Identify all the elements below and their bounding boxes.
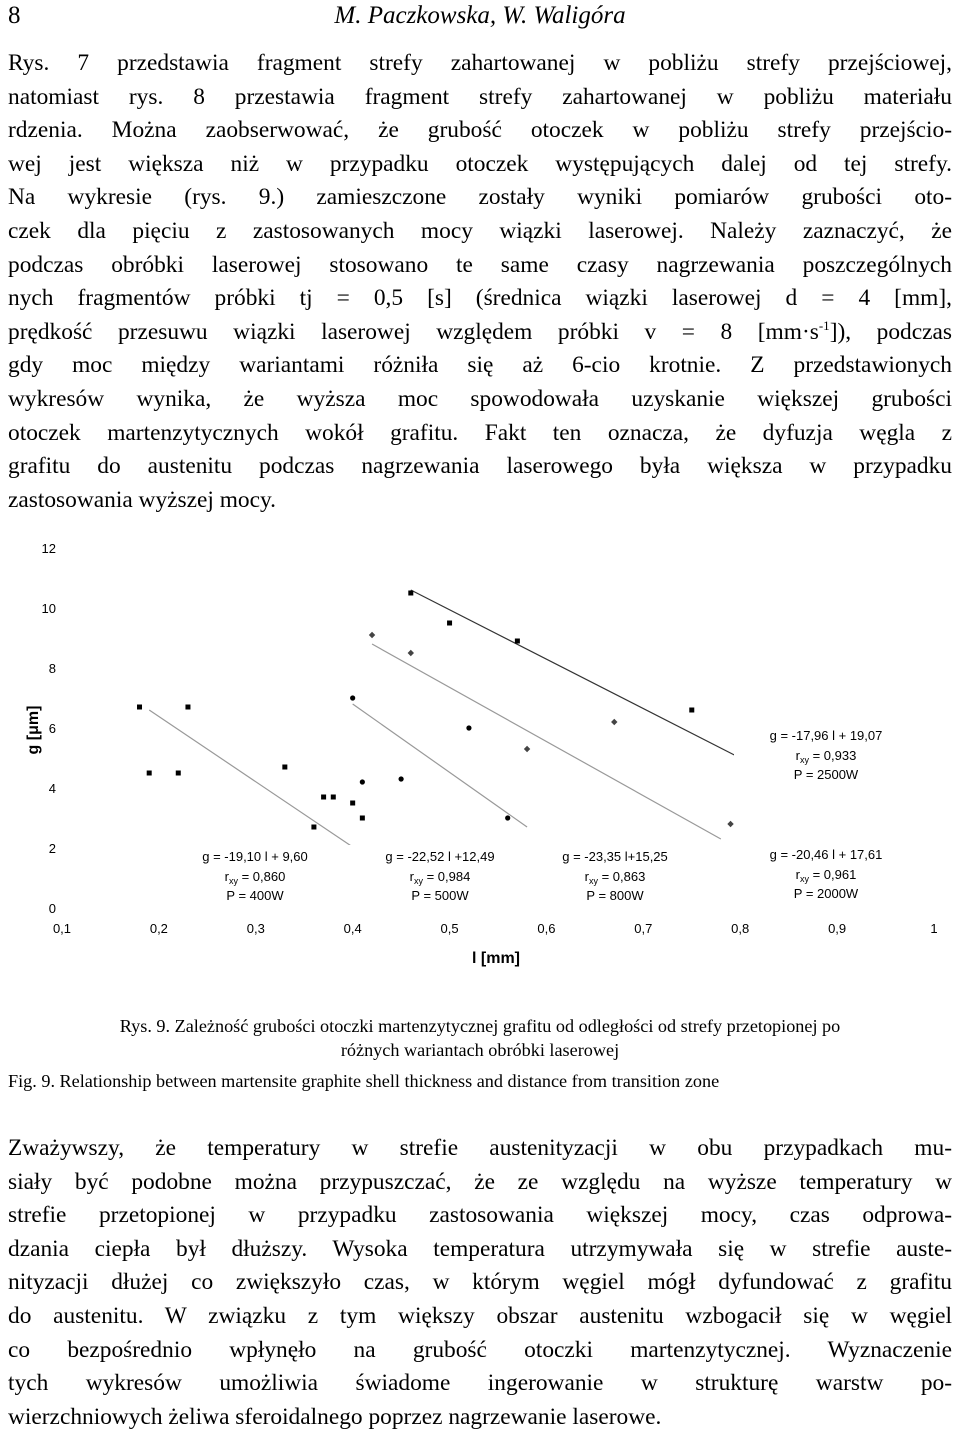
data-point [360,779,365,784]
text-line: co bezpośrednio wpłynęło na grubość otoczki martenzytycznej. Wyznaczenie [8,1336,952,1363]
x-axis-label: l [mm] [472,950,520,967]
caption-line: Rys. 9. Zależność grubości otoczki martenzytycznej grafitu od odległości od strefy przetopionej po [119,1016,841,1036]
text-line: tych wykresów umożliwia świadome ingerowanie w strukturę warstw po- [8,1370,952,1397]
data-point [689,708,694,713]
y-tick-label: 0 [48,901,56,916]
superscript: -1 [818,317,830,333]
caption-polish [8,1014,952,1062]
caption-english: Fig. 9. Relationship between martensite graphite shell thickness and distance from transition zone [8,1071,720,1091]
data-point [185,705,190,710]
page-header [8,2,952,32]
text-line: nityzacji dłużej co zwiększyło czas, w którym węgiel mógł dyfundować z grafitu [8,1269,952,1296]
data-point [282,765,287,770]
y-tick-label: 2 [48,841,56,856]
text-line: natomiast rys. 8 przestawia fragment strefy zahartowanej w pobliżu materiału [8,83,952,110]
regression-equation: g = -19,10 l + 9,60 [202,849,308,864]
text-line: Zważywszy, że temperatury w strefie austenityzacji w obu przypadkach mu- [8,1135,952,1161]
text-segment: ]), podczas [829,318,952,345]
text-line: strefie przetopionej w przypadku zastosowania większej mocy, czas odprowa- [8,1202,952,1229]
text-line: gdy moc między wariantami różniła się aż 6-cio krotnie. Z przedstawionych [8,352,952,379]
data-point [331,795,336,800]
trend-line [372,644,721,839]
power-label: P = 400W [226,888,284,903]
text-line: Na wykresie (rys. 9.) zamieszczone zostały wyniki pomiarów grubości oto- [8,184,952,211]
data-point [137,705,142,710]
correlation-coefficient: $r_{xy} = 0,933$ [795,748,857,765]
text-line: dzania ciepła był dłuższy. Wysoka temperatura utrzymywała się w strefie auste- [8,1235,952,1262]
y-tick-label: 8 [48,661,56,676]
conclusion-paragraph [8,1132,952,1434]
x-tick-label: 0,4 [343,921,362,936]
text-line: rdzenia. Można zaobserwować, że grubość otoczek w pobliżu strefy przejścio- [8,117,952,144]
data-point [176,771,181,776]
x-tick-label: 0,7 [634,921,653,936]
text-line: podczas obróbki laserowej stosowano te same czasy nagrzewania poszczególnych [8,251,952,278]
regression-equation: g = -17,96 l + 19,07 [769,728,883,743]
data-point [524,746,530,752]
running-head-authors: M. Paczkowska, W. Waligóra [334,2,626,29]
regression-equation: g = -20,46 l + 17,61 [769,847,883,862]
text-segment: prędkość przesuwu wiązki laserowej względem próbki v = 8 [mm·s [8,318,819,345]
data-point [515,639,520,644]
text-line: wykresów wynika, że wyższa moc spowodowała uzyskanie większej grubości [8,385,952,412]
data-point [611,719,617,725]
x-tick-label: 1 [930,921,938,936]
figure-9-chart [0,535,960,975]
trend-line [353,704,527,827]
correlation-coefficient: $r_{xy} = 0,984$ [409,869,471,886]
correlation-coefficient: $r_{xy} = 0,860$ [224,869,286,886]
power-label: P = 800W [586,888,644,903]
regression-equation: g = -23,35 l+15,25 [562,849,668,864]
text-line: grafitu do austenitu podczas nagrzewania laserowego była większa w przypadku [8,453,952,480]
data-point [399,776,404,781]
y-tick-label: 10 [41,601,56,616]
data-point [360,816,365,821]
page-number: 8 [8,2,21,29]
x-tick-label: 0,3 [246,921,265,936]
text-line: otoczek martenzytycznych wokół grafitu. Fakt ten oznacza, że dyfuzja węgla z [8,419,952,446]
data-point [350,801,355,806]
correlation-coefficient: $r_{xy} = 0,863$ [584,869,646,886]
correlation-coefficient: $r_{xy} = 0,961$ [795,867,857,884]
text-line: czek dla pięciu z zastosowanych mocy wiązki laserowej. Należy zaznaczyć, że [8,217,952,244]
data-point [505,815,510,820]
data-point [466,725,471,730]
data-point [321,795,326,800]
data-point [350,695,355,700]
x-tick-label: 0,2 [149,921,168,936]
caption-line: różnych wariantach obróbki laserowej [340,1040,620,1060]
x-tick-label: 0,9 [828,921,847,936]
x-tick-label: 0,1 [52,921,72,936]
text-line: wierzchniowych żeliwa sferoidalnego poprzez nagrzewanie laserowe. [8,1403,662,1430]
text-line: do austenitu. W związku z tym większy obszar austenitu wzbogacił się w węgiel [8,1302,952,1329]
regression-equation: g = -22,52 l +12,49 [385,849,495,864]
data-point [408,591,413,596]
y-tick-label: 12 [41,541,56,556]
x-tick-label: 0,5 [440,921,459,936]
trend-line [411,590,740,758]
data-point [408,650,414,656]
data-point [727,821,733,827]
power-label: P = 2500W [793,767,859,782]
y-tick-label: 6 [48,721,56,736]
intro-paragraph [8,47,952,517]
x-tick-label: 0,6 [537,921,556,936]
power-label: P = 500W [411,888,469,903]
data-point [311,825,316,830]
data-point [447,621,452,626]
text-line: nych fragmentów próbki tj = 0,5 [s] (średnica wiązki laserowej d = 4 [mm], [8,285,952,312]
data-point [147,771,152,776]
text-line: zastosowania wyższej mocy. [8,486,277,513]
data-point [369,632,375,638]
x-tick-label: 0,8 [731,921,750,936]
text-line: Rys. 7 przedstawia fragment strefy zahartowanej w pobliżu strefy przejściowej, [8,50,952,76]
y-tick-label: 4 [48,781,56,796]
trend-line [149,710,372,860]
scatter-chart [0,535,960,975]
text-line: siały być podobne można przypuszczać, że ze względu na wyższe temperatury w [8,1168,952,1195]
text-line-with-superscript [8,316,952,350]
y-axis-label: g [μm] [25,705,42,755]
text-line: wej jest większa niż w przypadku otoczek występujących dalej od tej strefy. [8,150,952,177]
power-label: P = 2000W [793,886,859,901]
